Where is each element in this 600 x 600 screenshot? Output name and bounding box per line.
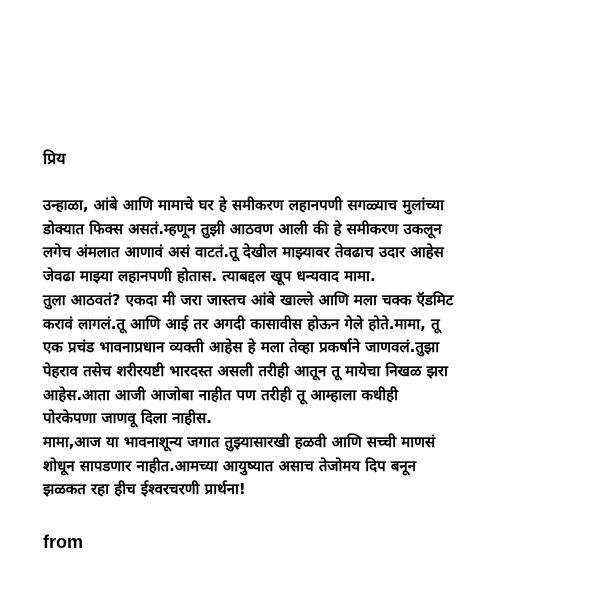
letter-line: झळकत रहा हीच ईश्वरचरणी प्रार्थना!: [43, 480, 246, 499]
letter-line: आहेस.आता आजी आजोबा नाहीत पण तरीही तू आम्हाला कधीही: [43, 385, 399, 404]
letter-body: [43, 194, 563, 502]
letter-line: तुला आठवतं? एकदा मी जरा जास्तच आंबे खाल्ले आणि मला चक्क ऍडमिट: [43, 290, 454, 309]
letter-line: एक प्रचंड भावनाप्रधान व्यक्ती आहेस हे मला तेव्हा प्रकर्षाने जाणवलं.तुझा: [43, 338, 440, 357]
letter-line: पेहराव तसेच शरीरयष्टी भारदस्त असली तरीही आतून तू मायेचा निखळ झरा: [43, 361, 448, 380]
letter-line: शोधून सापडणार नाहीत.आमच्या आयुष्यात असाच तेजोमय दिप बनून: [43, 456, 417, 475]
letter-line: डोक्यात फिक्स असतं.म्हणून तुझी आठवण आली की हे समीकरण उकलून: [43, 219, 442, 238]
letter-greeting: प्रिय: [43, 149, 66, 168]
letter-line: पोरकेपणा जाणवू दिला नाहीस.: [43, 409, 212, 428]
letter-signoff: from: [43, 532, 83, 552]
letter-line: करावं लागलं.तू आणि आई तर अगदी कासावीस होऊन गेले होते.मामा, तू: [43, 314, 440, 333]
letter-line: जेवढा माझ्या लहानपणी होतास. त्याबद्दल खूप धन्यवाद मामा.: [43, 267, 376, 286]
letter-line: लगेच अंमलात आणावं असं वाटतं.तू देखील माझ्यावर तेवढाच उदार आहेस: [43, 243, 444, 262]
letter-line: मामा,आज या भावनाशून्य जगात तुझ्यासारखी हळवी आणि सच्ची माणसं: [43, 433, 436, 452]
letter-line: उन्हाळा, आंबे आणि मामाचे घर हे समीकरण लहानपणी सगळ्याच मुलांच्या: [43, 196, 444, 214]
